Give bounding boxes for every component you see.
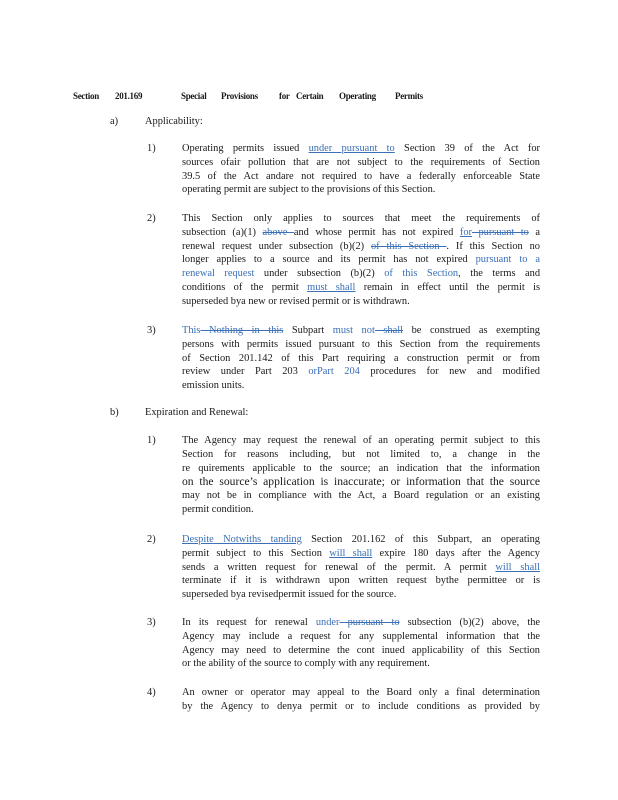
text-line: re quirements applicable to the source; an indication that the information xyxy=(182,462,540,474)
paragraph-a3 xyxy=(182,324,540,393)
subsection-label-a: a) xyxy=(110,116,119,127)
text-run: conditions of the permit xyxy=(182,281,308,293)
paragraph-b1 xyxy=(182,434,540,517)
text-line xyxy=(182,533,540,547)
text-line: An owner or operator may appeal to the Board only a final determination xyxy=(182,687,540,698)
inserted-text: shall xyxy=(511,561,540,573)
heading-word: Operating xyxy=(339,91,376,101)
heading-section-word: Section xyxy=(73,91,99,101)
text-line: 39.5 of the Act andare not required to have a federally enforceable State xyxy=(182,170,540,182)
item-number: 2) xyxy=(147,534,156,545)
text-line: permit condition. xyxy=(182,503,254,515)
text-line: may not be in compliance with the Act, a Board regulation or an existing xyxy=(182,490,540,502)
text-line xyxy=(182,281,540,295)
paragraph-b3 xyxy=(182,616,540,671)
section-heading xyxy=(0,90,618,104)
inserted-text: must not xyxy=(332,325,375,336)
deleted-text: pursuant to xyxy=(339,617,400,628)
text-line: on the source’s application is inaccurate; or information that the source xyxy=(182,475,540,489)
text-run: , the terms and xyxy=(458,268,541,280)
text-run: subsection (a)(1) xyxy=(182,226,263,238)
inserted-text: will xyxy=(495,561,512,573)
subsection-title-b: Expiration and Renewal: xyxy=(145,407,249,418)
text-run: remain in effect until the permit is xyxy=(355,281,541,293)
text-line xyxy=(182,253,540,267)
inserted-text: pursuant to a xyxy=(475,254,540,266)
text-run: subsection (b)(2) above, the xyxy=(399,617,541,628)
inserted-text: shall xyxy=(327,281,356,293)
text-line: The Agency may request the renewal of an operating permit subject to this xyxy=(182,435,540,446)
text-run: review under Part 203 xyxy=(182,366,309,378)
text-line: This Section only applies to sources that meet the requirements of xyxy=(182,213,540,224)
item-number: 4) xyxy=(147,687,156,698)
text-line xyxy=(182,547,540,561)
text-line: Agency may include a request for any supplemental information that the xyxy=(182,630,540,642)
inserted-text: under pursuant to xyxy=(308,143,395,154)
deleted-text: of this Section xyxy=(370,240,447,252)
item-number: 3) xyxy=(147,325,156,336)
text-run: procedures for new and modified xyxy=(359,366,540,378)
text-run: In its request for renewal xyxy=(182,617,316,628)
text-line: terminate if it is withdrawn upon written request bythe permittee or is xyxy=(182,575,540,587)
inserted-text: Notwiths tanding xyxy=(213,534,302,545)
inserted-text: shall xyxy=(345,547,373,559)
deleted-text: Nothing in this xyxy=(200,325,284,336)
inserted-text: This xyxy=(182,325,201,336)
text-run: expire 180 days after the Agency xyxy=(372,547,540,559)
paragraph-b4 xyxy=(182,686,540,714)
subsection-title-a: Applicability: xyxy=(145,116,203,127)
text-run: longer applies to a source and its permit has not expired xyxy=(182,254,476,266)
text-run: sends a written request for renewal of the permit. A permit xyxy=(182,561,496,573)
item-number: 1) xyxy=(147,435,156,446)
text-run: and whose permit has not expired xyxy=(293,226,460,238)
text-line: emission units. xyxy=(182,380,245,392)
text-line: persons with permits issued pursuant to this Section from the requirements xyxy=(182,338,540,350)
text-line xyxy=(182,365,540,379)
heading-section-number: 201.169 xyxy=(115,91,143,101)
paragraph-a1 xyxy=(182,142,540,197)
item-number: 3) xyxy=(147,617,156,628)
text-run: Section 201.162 of this Subpart, an operating xyxy=(301,534,540,545)
text-line: operating permit are subject to the provisions of this Section. xyxy=(182,184,436,196)
text-line xyxy=(182,561,540,575)
text-line: superseded bya revisedpermit issued for the source. xyxy=(182,589,397,601)
text-line xyxy=(182,267,540,281)
heading-word: Special xyxy=(181,91,207,101)
heading-word: for xyxy=(279,91,290,101)
text-run: a xyxy=(528,226,540,238)
heading-word: Certain xyxy=(296,91,324,101)
text-run: Subpart xyxy=(283,325,333,336)
text-line xyxy=(182,240,540,254)
deleted-text: pursuant to xyxy=(471,226,529,238)
paragraph-b2 xyxy=(182,533,540,602)
item-number: 2) xyxy=(147,213,156,224)
text-line: sources ofair pollution that are not subject to the requirements of Section xyxy=(182,156,540,168)
text-line: or the ability of the source to comply with any requirement. xyxy=(182,658,430,670)
deleted-text: shall xyxy=(374,325,404,336)
text-run: permit subject to this Section xyxy=(182,547,330,559)
inserted-text: Despite xyxy=(182,534,214,545)
inserted-text: under xyxy=(315,617,340,628)
text-line: Agency may need to determine the cont inued applicability of this Section xyxy=(182,644,540,656)
text-run: renewal request under subsection (b)(2) xyxy=(182,240,371,252)
paragraph-a2 xyxy=(182,212,540,309)
item-number: 1) xyxy=(147,143,156,154)
inserted-text: for xyxy=(459,226,472,238)
text-line: Section for reasons including, but not limited to, a change in the xyxy=(182,448,540,460)
text-run: Section 39 of the Act for xyxy=(394,143,540,154)
text-line xyxy=(182,616,540,630)
text-line xyxy=(182,142,540,156)
text-run: be construed as exempting xyxy=(403,325,540,336)
text-run: . If this Section no xyxy=(446,240,540,252)
text-line xyxy=(182,324,540,338)
text-line: of Section 201.142 of this Part requiring a construction permit or from xyxy=(182,352,540,364)
inserted-text: renewal request xyxy=(182,268,255,280)
text-run: under subsection (b)(2) xyxy=(254,268,385,280)
inserted-text: will xyxy=(329,547,346,559)
inserted-text: of this Section xyxy=(384,268,459,280)
heading-word: Provisions xyxy=(221,91,258,101)
deleted-text: above xyxy=(262,226,294,238)
text-line: by the Agency to denya permit or to include conditions as provided by xyxy=(182,700,540,712)
text-run: Operating permits issued xyxy=(182,143,309,154)
inserted-text: orPart 204 xyxy=(308,366,360,378)
heading-word: Permits xyxy=(395,91,423,101)
inserted-text: must xyxy=(307,281,328,293)
text-line: superseded bya new or revised permit or is withdrawn. xyxy=(182,295,410,307)
text-line xyxy=(182,226,540,240)
subsection-label-b: b) xyxy=(110,407,119,418)
